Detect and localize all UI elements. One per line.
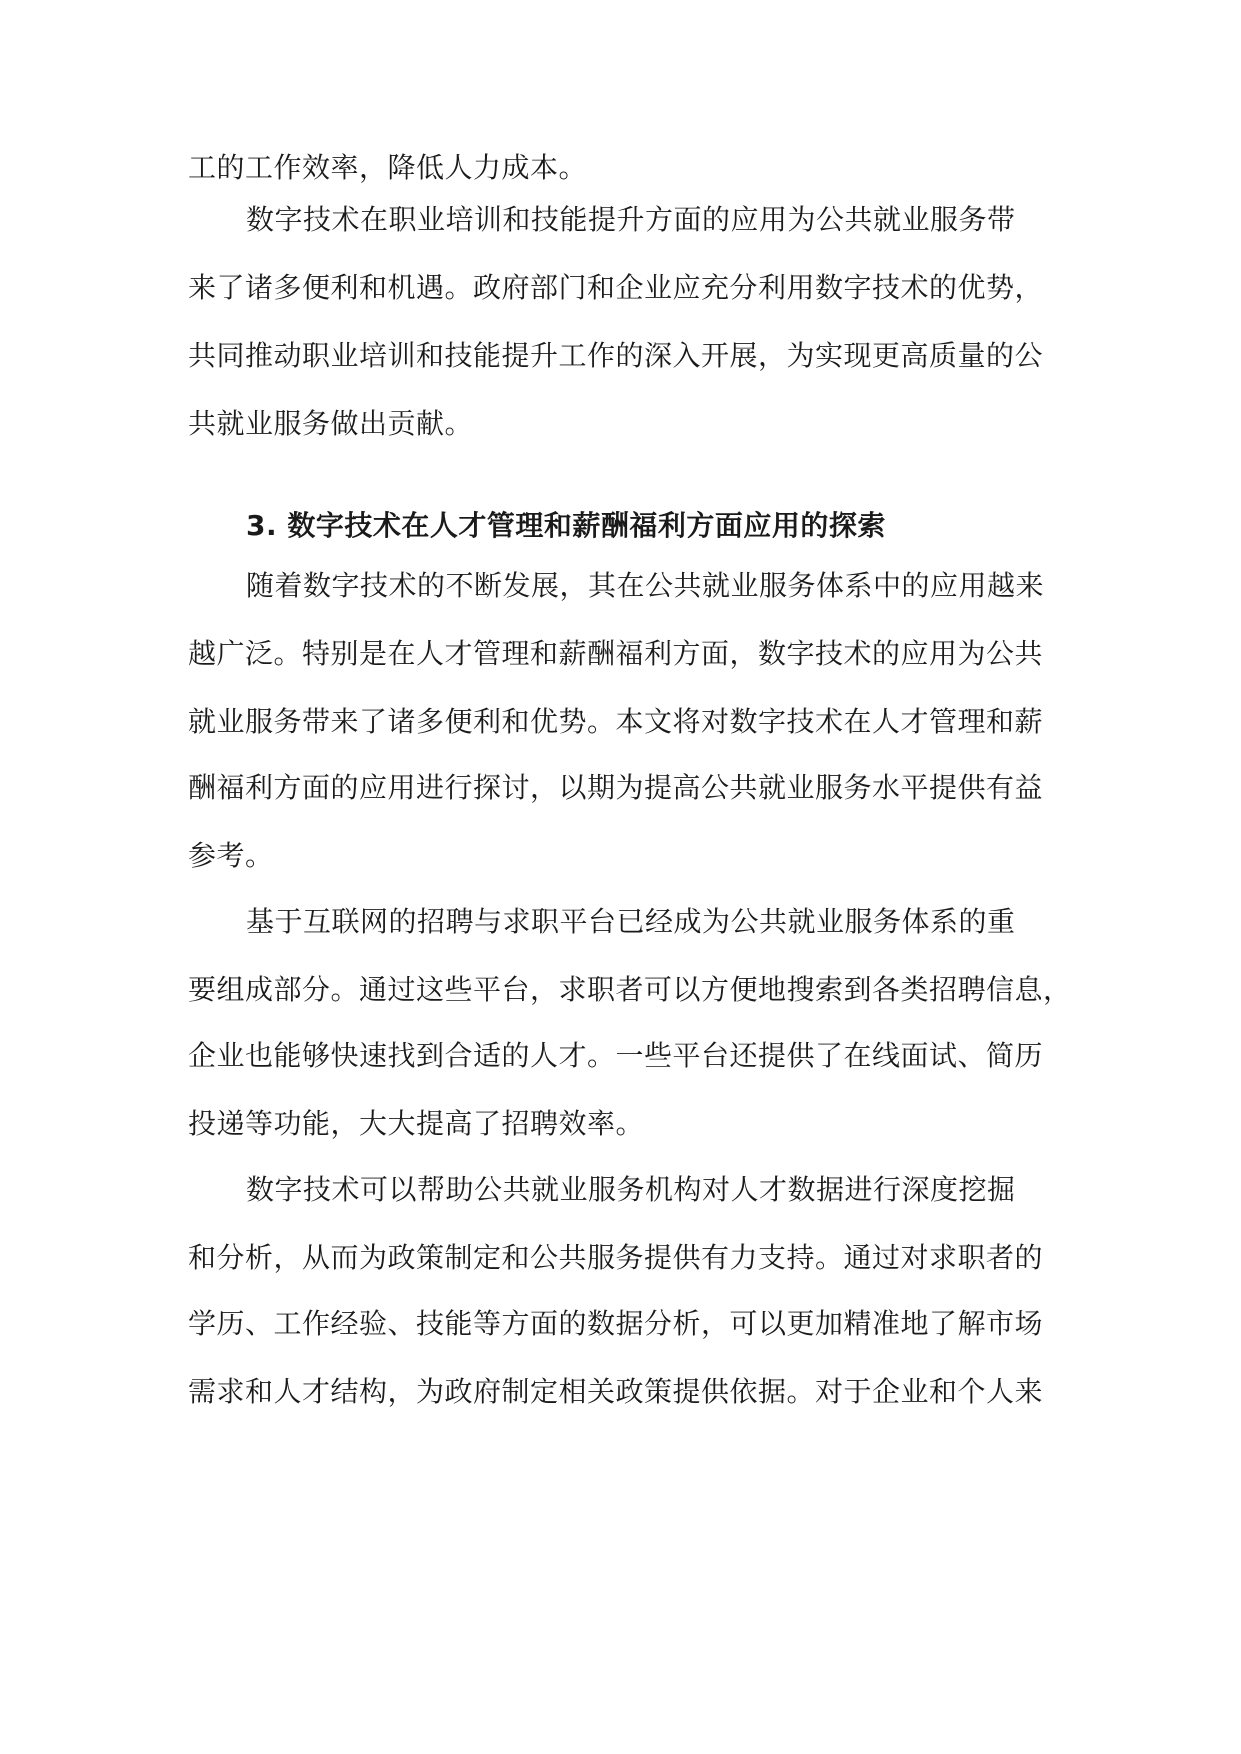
paragraph-line: 酬福利方面的应用进行探讨，以期为提高公共就业服务水平提供有益 — [188, 771, 1044, 804]
paragraph-line: 基于互联网的招聘与求职平台已经成为公共就业服务体系的重 — [246, 905, 1016, 938]
paragraph-line: 企业也能够快速找到合适的人才。一些平台还提供了在线面试、简历 — [188, 1039, 1044, 1072]
paragraph-line: 参考。 — [188, 839, 274, 872]
paragraph-line: 投递等功能，大大提高了招聘效率。 — [188, 1107, 645, 1140]
paragraph-line: 越广泛。特别是在人才管理和薪酬福利方面，数字技术的应用为公共 — [188, 637, 1044, 670]
section-heading: 3. 数字技术在人才管理和薪酬福利方面应用的探索 — [246, 509, 886, 542]
paragraph-line: 要组成部分。通过这些平台，求职者可以方便地搜索到各类招聘信息， — [188, 973, 1072, 1006]
paragraph-line: 共就业服务做出贡献。 — [188, 407, 474, 440]
paragraph-line: 学历、工作经验、技能等方面的数据分析，可以更加精准地了解市场 — [188, 1307, 1044, 1340]
paragraph-line: 就业服务带来了诸多便利和优势。本文将对数字技术在人才管理和薪 — [188, 705, 1044, 738]
paragraph-line: 数字技术在职业培训和技能提升方面的应用为公共就业服务带 — [246, 203, 1016, 236]
paragraph-line: 和分析，从而为政策制定和公共服务提供有力支持。通过对求职者的 — [188, 1241, 1044, 1274]
paragraph-line: 数字技术可以帮助公共就业服务机构对人才数据进行深度挖掘 — [246, 1173, 1016, 1206]
paragraph-line: 需求和人才结构，为政府制定相关政策提供依据。对于企业和个人来 — [188, 1375, 1044, 1408]
paragraph-line: 工的工作效率，降低人力成本。 — [188, 151, 588, 184]
paragraph-line: 随着数字技术的不断发展，其在公共就业服务体系中的应用越来 — [246, 569, 1045, 602]
paragraph-line: 来了诸多便利和机遇。政府部门和企业应充分利用数字技术的优势， — [188, 271, 1044, 304]
paragraph-line: 共同推动职业培训和技能提升工作的深入开展，为实现更高质量的公 — [188, 339, 1044, 372]
